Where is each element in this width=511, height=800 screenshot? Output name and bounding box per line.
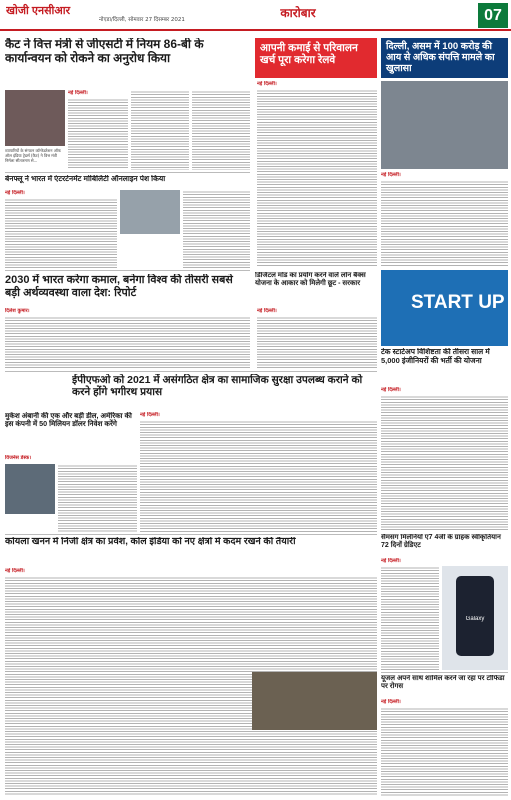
divider bbox=[381, 672, 508, 673]
story9-headline: मुकेश अंबानी की एक और बड़ी डील, अमेरिका की इस कंपनी में 50 मिलियन डॉलर निवेश करेंगे bbox=[5, 412, 132, 429]
story6-body bbox=[257, 316, 377, 368]
story5-byline: दिलेश कुमार। bbox=[5, 308, 30, 314]
story12-headline: यूजल अपने साथ शामिल करने जा रहा पर टॉफिडा पर रोगस bbox=[381, 675, 505, 691]
story4-photo bbox=[120, 190, 180, 234]
story5-headline: 2030 में भारत करेगा कमाल, बनेगा विश्व की तीसरी सबसे बड़ी अर्थव्यवस्था वाला देश: रिपोर्ट bbox=[5, 274, 233, 299]
story3-photo bbox=[381, 81, 508, 169]
story12-byline: नई दिल्ली। bbox=[381, 699, 401, 705]
masthead bbox=[0, 0, 511, 31]
story2-byline: नई दिल्ली। bbox=[257, 81, 277, 87]
story4-byline: नई दिल्ली। bbox=[5, 190, 25, 196]
startup-banner-text: START UP bbox=[411, 292, 505, 313]
issue-date: नोएडा/दिल्ली, सोमवार 27 दिसम्बर 2021 bbox=[99, 17, 185, 23]
story3-byline: नई दिल्ली। bbox=[381, 172, 401, 178]
story10-body bbox=[381, 566, 439, 670]
section-title: कारोबार bbox=[280, 6, 316, 20]
story8-headline: ईपीएफओ को 2021 में असंगठित क्षेत्र का सामाजिक सुरक्षा उपलब्ध कराने को करने होंगे भगीरथ प्रयास bbox=[72, 374, 363, 399]
story1-caption: व्यापारियों के संगठन कॉन्फेडरेशन ऑफ ऑल इंडिया ट्रेडर्स (कैट) ने वित्त मंत्री निर्मला सीतारमण से... bbox=[5, 148, 61, 163]
story2-body bbox=[257, 89, 377, 267]
divider bbox=[5, 534, 377, 535]
story8-body bbox=[140, 420, 377, 532]
newspaper-logo: खोजी एनसीआर bbox=[6, 5, 71, 17]
story1-byline: नई दिल्ली। bbox=[68, 90, 88, 96]
divider bbox=[5, 270, 250, 271]
story9-byline: विजनेस डेस्क। bbox=[5, 455, 32, 461]
story2-headline: आपनी कमाई से परिवालन खर्च पूरा करेगा रेलवे bbox=[255, 38, 377, 78]
story1-body-col2 bbox=[131, 90, 189, 170]
phone-label: Galaxy bbox=[465, 616, 485, 622]
story1-photo bbox=[5, 90, 65, 146]
story3-headline: दिल्ली, असम में 100 करोड़ की आय से अधिक संपत्ति मामले का खुलासा bbox=[381, 38, 508, 78]
phone-product-image bbox=[442, 566, 508, 670]
divider bbox=[5, 172, 250, 173]
divider bbox=[5, 371, 377, 372]
story10-byline: नई दिल्ली। bbox=[381, 558, 401, 564]
story7-body bbox=[381, 395, 508, 532]
story4-headline: बेनफ्लू ने भारत में एंटरटेनमेंट मोबिलिटी ऑनलाइन पेश किया bbox=[5, 175, 166, 183]
story11-byline: नई दिल्ली। bbox=[5, 568, 25, 574]
story3-body bbox=[381, 180, 508, 267]
story12-body bbox=[381, 707, 508, 796]
story9-body bbox=[58, 464, 137, 532]
story9-photo bbox=[5, 464, 55, 514]
story4-body-col2 bbox=[183, 190, 250, 268]
story4-body bbox=[5, 198, 117, 268]
page-number: 07 bbox=[478, 3, 508, 28]
story8-byline: नई दिल्ली। bbox=[140, 412, 160, 418]
story11-headline: कोयला खनन में निजी क्षेत्र का प्रवेश, कोल इंडिया को नए क्षेत्रों में कदम रखने की तैयारी bbox=[5, 537, 296, 547]
story1-body bbox=[68, 98, 128, 170]
story1-body-col3 bbox=[192, 90, 250, 170]
story11-photo bbox=[252, 672, 377, 730]
story6-byline: नई दिल्ली। bbox=[257, 308, 277, 314]
story7-headline: टेक स्टार्टअप विशिष्टता की तीसरा साल में 5,000 इंजीनियरों की भर्ती की योजना bbox=[381, 348, 490, 365]
story6-headline: डिजिटल मोड का प्रयोग करने वाले लोन बैंक्स योजना के आकार को मिलेगी छूट - सरकार bbox=[255, 272, 366, 288]
story5-body bbox=[5, 316, 250, 368]
story1-headline: कैट ने वित्त मंत्री से जीएसटी में नियम 86-बी के कार्यान्वयन को रोकने का अनुरोध किया bbox=[5, 38, 204, 65]
story7-byline: नई दिल्ली। bbox=[381, 387, 401, 393]
story10-headline: सैमसंग मिलेनियों ए7 4जी के ग्राहक स्वीकृतियान 72 दिनों ग्रेडिएट bbox=[381, 534, 501, 550]
startup-banner-image bbox=[381, 270, 508, 346]
